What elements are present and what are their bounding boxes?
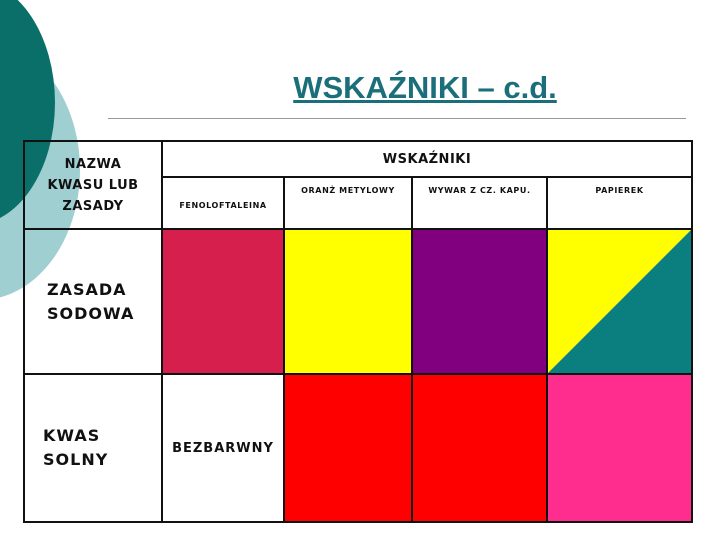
header-name-line-3: ZASADY (62, 198, 124, 214)
table-row-sodium-hydroxide (24, 229, 692, 374)
indicator-phenolphthalein: FENOLOFTALEINA (162, 177, 284, 229)
indicator-methyl-orange: ORANŻ METYLOWY (284, 177, 412, 229)
color-swatch-methyl-orange-base (284, 229, 412, 374)
header-indicators: WSKAŹNIKI (162, 141, 692, 177)
table-row-hydrochloric-acid (24, 374, 692, 522)
header-name-line-2: KWASU LUB (47, 177, 139, 193)
result-phenolphthalein-acid (162, 374, 284, 522)
color-swatch-methyl-orange-acid (284, 374, 412, 522)
row-label-line-2: SOLNY (43, 450, 109, 469)
color-swatch-phenolphthalein-base (162, 229, 284, 374)
header-name-line-1: NAZWA (64, 156, 122, 172)
row-label-line-1: KWAS (43, 426, 101, 445)
color-swatch-cabbage-acid (412, 374, 547, 522)
row-label-hydrochloric-acid (24, 374, 162, 522)
color-swatch-paper-acid (547, 374, 692, 522)
header-name-cell (24, 141, 162, 229)
row-label-line-2: SODOWA (47, 303, 135, 323)
slide-title: WSKAŹNIKI – c.d. (293, 70, 557, 105)
row-label-sodium-hydroxide (24, 229, 162, 374)
title-divider (108, 118, 686, 119)
color-swatch-paper-base (547, 229, 692, 374)
color-swatch-cabbage-base (412, 229, 547, 374)
indicator-paper: PAPIEREK (547, 177, 692, 229)
row-label-line-1: ZASADA (47, 279, 127, 299)
indicator-table (23, 140, 693, 523)
indicator-cabbage-extract: WYWAR Z CZ. KAPU. (412, 177, 547, 229)
result-text: BEZBARWNY (172, 440, 274, 456)
split-swatch-graphic (548, 230, 691, 373)
